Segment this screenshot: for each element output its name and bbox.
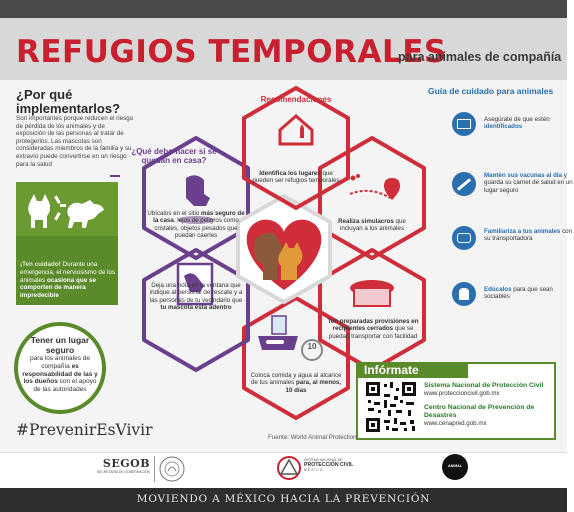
food-water-text (250, 372, 342, 394)
ten-days-badge: 10 (307, 342, 317, 351)
wap-logo-text: ANIMAL (448, 464, 462, 468)
guide-item-2-text: y guarda su carnet de salud en un lugar seguro (484, 172, 573, 194)
contact-2-title: Centro Nacional de Prevención de Desastres (424, 404, 535, 419)
contact-1-title: Sistema Nacional de Protección Civil (424, 382, 544, 389)
footer-slogan: MOVIENDO A MÉXICO HACIA LA PREVENCIÓN (136, 493, 431, 505)
identify-rest: que pueden ser refugios temporales (252, 170, 340, 185)
top-dark-bar (0, 0, 567, 18)
food-water-strong: para, al menos, 10 días (285, 379, 342, 394)
what-to-do-label: ¿Qué debo hacer si se quedan en casa? (131, 147, 217, 165)
proteccion-civil-icon (276, 455, 302, 481)
segob-logo-text: SEGOB (102, 457, 150, 470)
guide-item-3-text: con su transportadora (484, 228, 573, 243)
place-strong: más seguro de la casa (153, 210, 245, 225)
hashtag: #PrevenirEsVivir (16, 421, 153, 439)
hex-recommendations (244, 88, 348, 208)
note-text-1: Deja una nota en la ventana que indique al personal de rescate y a las personas de tu vecindario que (149, 282, 243, 304)
map-pin-icon (384, 178, 400, 200)
carrier-icon (452, 226, 476, 250)
page-subtitle: para animales de compañía (398, 50, 562, 64)
contact-2-url[interactable]: www.cenapred.gob.mx (424, 420, 487, 427)
pc-logo-text: PROTECCIÓN CIVIL (304, 462, 354, 468)
qr-code-icon[interactable] (364, 380, 418, 434)
provisions-text (326, 318, 420, 340)
hex-food (244, 298, 348, 418)
proteccion-civil-logo (304, 458, 364, 472)
identify-strong: Identifica los lugares (259, 170, 321, 177)
food-water-text-1: Coloca comida y agua al alcance de tus animales (250, 372, 342, 387)
segob-logo-subtitle: SECRETARÍA DE GOBERNACIÓN (96, 470, 150, 474)
house-cat-icon (280, 116, 312, 144)
hex-provisions (320, 250, 424, 370)
drills-rest: que incluyan a los animales (340, 218, 406, 233)
hex-identify (244, 88, 348, 208)
guide-item-4-text: para que sean sociables (484, 286, 553, 301)
why-paragraph: Son importantes porque reducen el riesgo de pérdida de los animales y de exposición de las personas al tratar de protegerlos. Las mascotas son consideradas miembros de la familia y su extravío puede convertirse en un riesgo para la salud (16, 115, 134, 168)
pc-logo-country: MÉXICO (304, 468, 324, 472)
world-animal-protection-logo (442, 454, 468, 480)
guide-item-2-strong: Mantén sus vacunas al día (484, 172, 563, 179)
place-text-2: , lejos de peligros como cristales, objetos pesados que puedan caerles (154, 217, 239, 240)
drills-text (330, 218, 414, 233)
place-text-1: Ubícalos en el sitio (147, 210, 201, 217)
safe-place-text-2: con el apoyo de las autoridades (33, 378, 97, 394)
guide-item-2 (484, 172, 574, 194)
provisions-rest: que se puedan transportar con facilidad (328, 325, 418, 340)
recommendations-label: Recomendaciones (260, 95, 332, 104)
segob-divider (154, 456, 155, 482)
provisions-strong: Ten preparadas provisiones en recipientes cerrados (327, 318, 419, 333)
warning-text-1: Durante una emergencia, el nerviosismo de los animales (20, 261, 116, 284)
page-title: REFUGIOS TEMPORALES (16, 34, 447, 70)
dog-sit-icon (452, 282, 476, 306)
contact-1-url[interactable]: www.proteccioncivil.gob.mx (424, 390, 500, 397)
guide-item-4 (484, 286, 574, 301)
hex-drills (320, 138, 424, 258)
mexico-seal-icon (158, 455, 186, 483)
guide-item-4-strong: Edúcalos (484, 286, 512, 293)
guide-item-3-strong: Familiariza a tus animales (484, 228, 561, 235)
note-strong: tu mascota está adentro (160, 304, 232, 312)
syringe-icon (452, 172, 476, 196)
pc-logo-subtitle: SISTEMA NACIONAL DE (304, 458, 343, 462)
contact-2 (424, 404, 550, 428)
warning-strong-2: ocasiona que se comporten de manera impredecible (20, 276, 96, 300)
guide-item-1 (484, 116, 574, 131)
guide-item-1-strong: identificados (484, 123, 523, 131)
place-text (146, 210, 246, 240)
drills-strong: Realiza simulacros (338, 218, 394, 225)
id-card-icon (452, 112, 476, 136)
contact-1 (424, 382, 550, 398)
safe-place-strong: es responsabilidad de las y los dueños (22, 362, 98, 386)
guide-heading: Guía de cuidado para animales (428, 86, 554, 96)
safe-place-text-1: para los animales de compañía (30, 355, 90, 370)
guide-item-3 (484, 228, 574, 243)
info-label: Infórmate (358, 362, 468, 378)
source-note: Fuente: World Animal Protection (268, 434, 357, 441)
identify-text (250, 170, 342, 185)
guide-item-1-text: Asegúrate de que estén (484, 116, 550, 123)
note-text (146, 282, 246, 312)
segob-logo (86, 457, 150, 474)
dog-head-icon (186, 175, 210, 206)
why-heading: ¿Por qué implementarlos? (16, 87, 121, 116)
warning-strong: ¡Ten cuidado! (20, 261, 61, 268)
safe-place-lead: Tener un lugar seguro (30, 335, 90, 355)
